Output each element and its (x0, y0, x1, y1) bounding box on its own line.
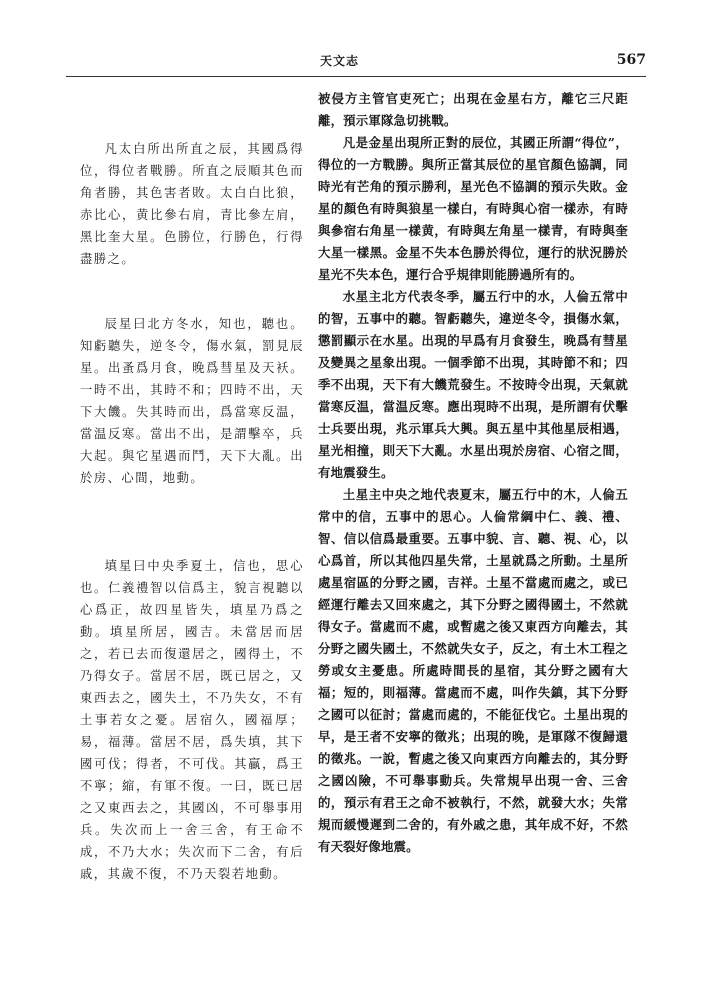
translation-paragraph-saturn: 土星主中央之地代表夏末，屬五行中的木，人倫五常中的信，五事中的思心。人倫常綱中仁、義、禮、智、信以信爲最重要。五事中貌、言、聽、視、心，以心爲首，所以其他四星失常，土星就爲之所動。土星所處星宿區的分野之國，吉祥。土星不當處而處之，或已經運行離去又回來處之，其下分野之國得國土，不然就得女子。當處而不處，或暫處之後又東西方向離去，其分野之國失國土，不然就失女子，反之，有土木工程之勞或女主憂患。所處時間長的星宿，其分野之國有大福；短的，則福薄。當處而不處，叫作失鎮，其下分野之國可以征討；當處而處的，不能征伐它。土星出現的早，是王者不安寧的徵兆；出現的晚，是軍隊不復歸還的徵兆。一說，暫處之後又向東西方向離去的，其分野之國凶險，不可舉事動兵。失常規早出現一舍、三舍的，預示有君王之命不被執行，不然，就發大水；失常規而緩慢遲到二舍的，有外戚之患，其年成不好，不然有天裂好像地震。 (318, 487, 628, 854)
translation-column (318, 88, 628, 858)
original-paragraph-venus: 凡太白所出所直之辰，其國爲得位，得位者戰勝。所直之辰順其色而角者勝，其色害者敗。太白白比狼，赤比心，黄比參右肩，青比參左肩，黑比奎大星。色勝位，行勝色，行得盡勝之。 (80, 142, 304, 266)
running-header-title: 天文志 (320, 54, 360, 68)
original-paragraph-mercury: 辰星曰北方冬水，知也，聽也。知虧聽失，逆冬令，傷水氣，罰見辰星。出蚤爲月食，晚爲彗星及天袄。一時不出，其時不和；四時不出，天下大饑。失其時而出，爲當寒反温，當温反寒。當出不出，是謂擊卒，兵大起。與它星遇而鬥，天下大亂。出於房、心間，地動。 (80, 317, 304, 485)
translation-paragraph-mercury: 水星主北方代表冬季，屬五行中的水，人倫五常中的智，五事中的聽。智虧聽失，違逆冬令，損傷水氣，懲罰顯示在水星。出現的早爲有月食發生，晚爲有彗星及變異之星象出現。一個季節不出現，其時節不和；四季不出現，天下有大饑荒發生。不按時令出現，天氣就當寒反温，當温反寒。應出現時不出現，是所謂有伏擊士兵要出現，兆示軍兵大興。與五星中其他星辰相遇，星光相撞，則天下大亂。水星出現於房宿、心宿之間，有地震發生。 (318, 289, 628, 480)
header-rule (66, 76, 646, 77)
translation-paragraph-venus: 凡是金星出現所正對的辰位，其國正所謂“得位”，得位的一方戰勝。與所正當其辰位的星官顏色協調，同時光有芒角的預示勝利，星光色不協調的預示失敗。金星的顏色有時與狼星一樣白，有時與心宿一樣赤，有時與參宿右角星一樣黄，有時與左角星一樣青，有時與奎大星一樣黑。金星不失本色勝於得位，運行的狀況勝於星光不失本色，運行合乎規律則能勝過所有的。 (318, 135, 628, 282)
page-number: 567 (616, 52, 646, 68)
original-text-column (80, 138, 304, 885)
paragraph-gap (80, 489, 304, 555)
paragraph-gap (80, 270, 304, 313)
translation-paragraph-continued: 被侵方主管官吏死亡；出現在金星右方，離它三尺距離，預示軍隊急切挑戰。 (318, 91, 628, 128)
original-paragraph-saturn: 填星曰中央季夏土，信也，思心也。仁義禮智以信爲主，貌言視聽以心爲正，故四星皆失，填星乃爲之動。填星所居，國吉。未當居而居之，若已去而復還居之，國得土，不乃得女子。當居不居，既已居之，又東西去之，國失土，不乃失女，不有土事若女之憂。居宿久，國福厚；易，福薄。當居不居，爲失填，其下國可伐；得者，不可伐。其贏，爲王不寧；縮，有軍不復。一曰，既已居之又東西去之，其國凶，不可舉事用兵。失次而上一舍三舍，有王命不成，不乃大水；失次而下二舍，有后戚，其歲不復，不乃天裂若地動。 (80, 559, 304, 881)
